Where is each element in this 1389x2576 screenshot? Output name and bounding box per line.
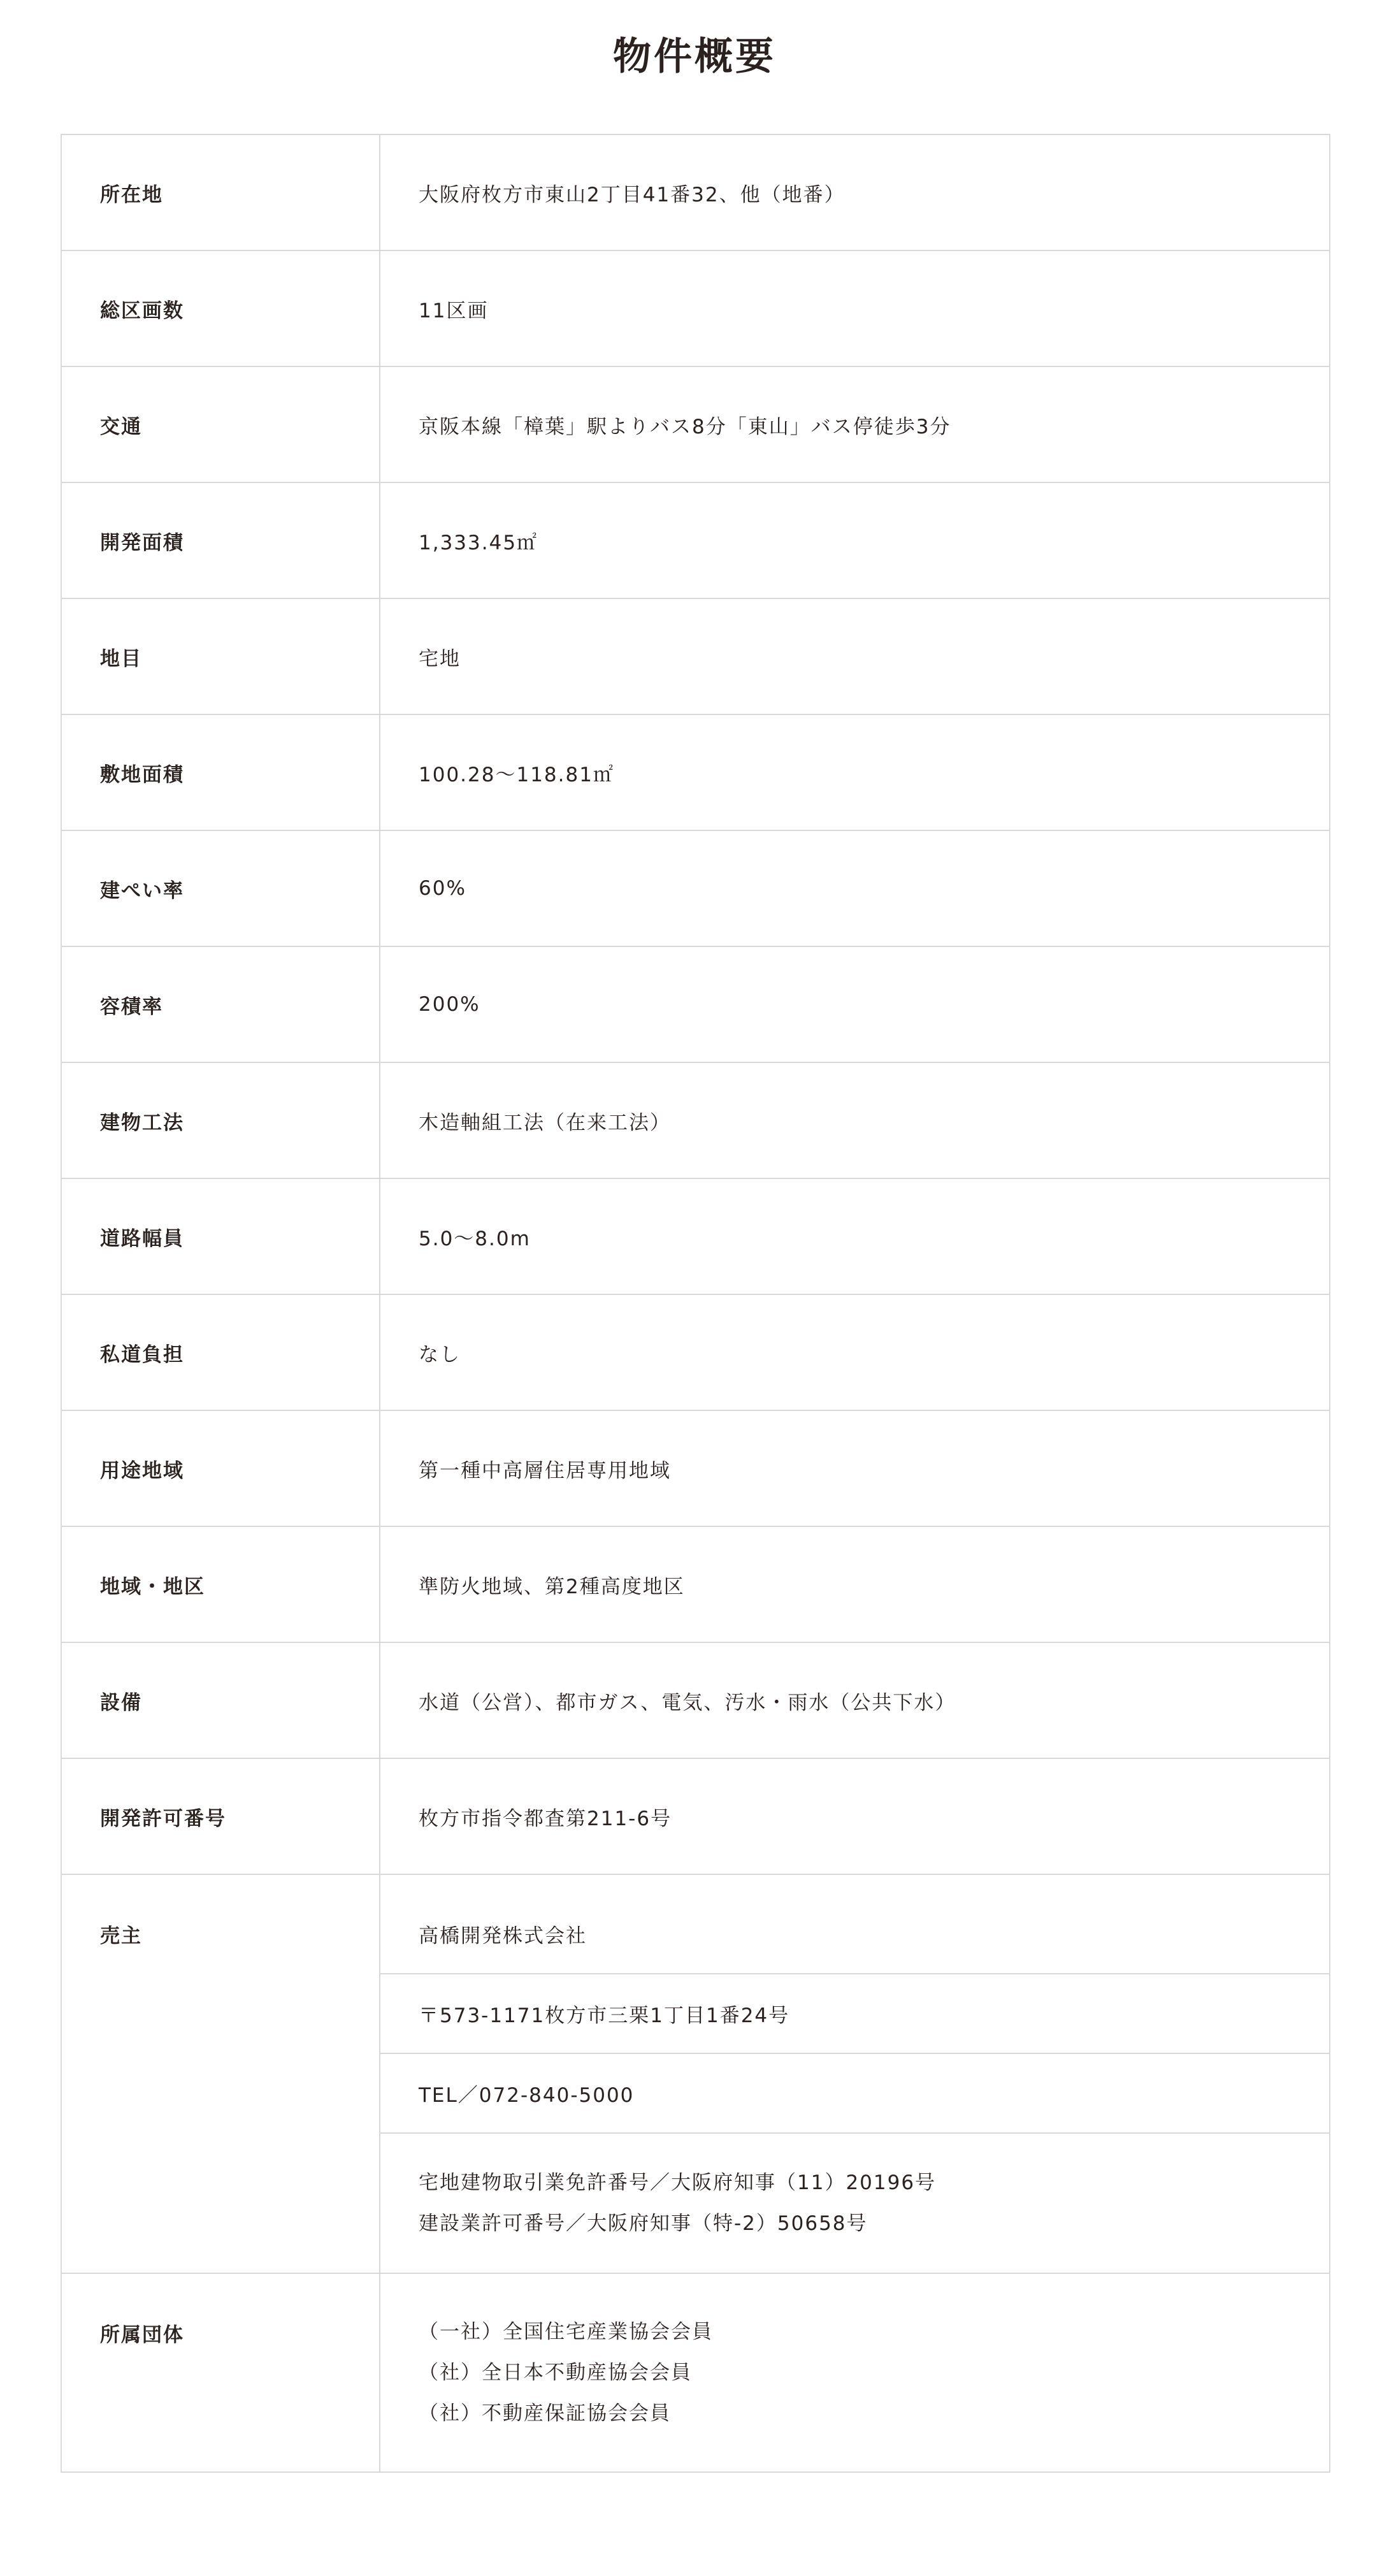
real-estate-license: 宅地建物取引業免許番号／大阪府知事（11）20196号 [419, 2171, 937, 2194]
row-label: 敷地面積 [61, 714, 380, 830]
members-label: 所属団体 [61, 2273, 380, 2472]
property-outline-table [61, 134, 1330, 2473]
row-value: 京阪本線「樟葉」駅よりバス8分「東山」バス停徒歩3分 [380, 366, 1330, 482]
row-label: 容積率 [61, 946, 380, 1062]
row-label: 道路幅員 [61, 1178, 380, 1294]
row-label: 設備 [61, 1642, 380, 1758]
row-value: 100.28～118.81㎡ [380, 714, 1330, 830]
row-label: 所在地 [61, 134, 380, 250]
member-item: （社）全日本不動産協会会員 [419, 2361, 692, 2384]
table-row [61, 134, 1330, 250]
construction-license: 建設業許可番号／大阪府知事（特-2）50658号 [419, 2212, 868, 2235]
table-row [61, 250, 1330, 366]
row-label: 地目 [61, 598, 380, 714]
row-label: 地域・地区 [61, 1526, 380, 1642]
row-value: 木造軸組工法（在来工法） [380, 1062, 1330, 1178]
table-row [61, 1758, 1330, 1874]
seller-label: 売主 [61, 1874, 380, 2273]
table-row [61, 830, 1330, 946]
row-value: 60% [380, 830, 1330, 946]
table-row [61, 1526, 1330, 1642]
table-row [61, 598, 1330, 714]
table-row [61, 366, 1330, 482]
row-value: 枚方市指令都査第211-6号 [380, 1758, 1330, 1874]
row-label: 開発面積 [61, 482, 380, 598]
seller-row [61, 1874, 1330, 2273]
row-label: 総区画数 [61, 250, 380, 366]
table-row [61, 1178, 1330, 1294]
row-value: 5.0～8.0m [380, 1178, 1330, 1294]
row-label: 開発許可番号 [61, 1758, 380, 1874]
seller-tel: TEL／072-840-5000 [380, 2054, 1329, 2134]
row-value: 水道（公営）、都市ガス、電気、汚水・雨水（公共下水） [380, 1642, 1330, 1758]
seller-address: 〒573-1171枚方市三栗1丁目1番24号 [380, 1974, 1329, 2054]
row-value: 宅地 [380, 598, 1330, 714]
row-value: 大阪府枚方市東山2丁目41番32、他（地番） [380, 134, 1330, 250]
table-row [61, 1410, 1330, 1526]
member-item: （社）不動産保証協会会員 [419, 2402, 671, 2425]
table-row [61, 946, 1330, 1062]
page-title: 物件概要 [613, 34, 776, 79]
seller-licenses [380, 2134, 1329, 2273]
row-label: 交通 [61, 366, 380, 482]
table-row [61, 714, 1330, 830]
table-row [61, 1294, 1330, 1410]
row-value: 11区画 [380, 250, 1330, 366]
row-value: 準防火地域、第2種高度地区 [380, 1526, 1330, 1642]
row-value: 第一種中高層住居専用地域 [380, 1410, 1330, 1526]
members-row [61, 2273, 1330, 2472]
row-label: 建物工法 [61, 1062, 380, 1178]
member-item: （一社）全国住宅産業協会会員 [419, 2320, 713, 2343]
members-list [380, 2273, 1330, 2472]
seller-details [380, 1874, 1330, 2273]
row-label: 私道負担 [61, 1294, 380, 1410]
row-value: なし [380, 1294, 1330, 1410]
row-value: 1,333.45㎡ [380, 482, 1330, 598]
row-label: 建ぺい率 [61, 830, 380, 946]
table-row [61, 482, 1330, 598]
table-row [61, 1062, 1330, 1178]
seller-company: 高橋開発株式会社 [380, 1875, 1329, 1974]
row-label: 用途地域 [61, 1410, 380, 1526]
row-value: 200% [380, 946, 1330, 1062]
table-row [61, 1642, 1330, 1758]
